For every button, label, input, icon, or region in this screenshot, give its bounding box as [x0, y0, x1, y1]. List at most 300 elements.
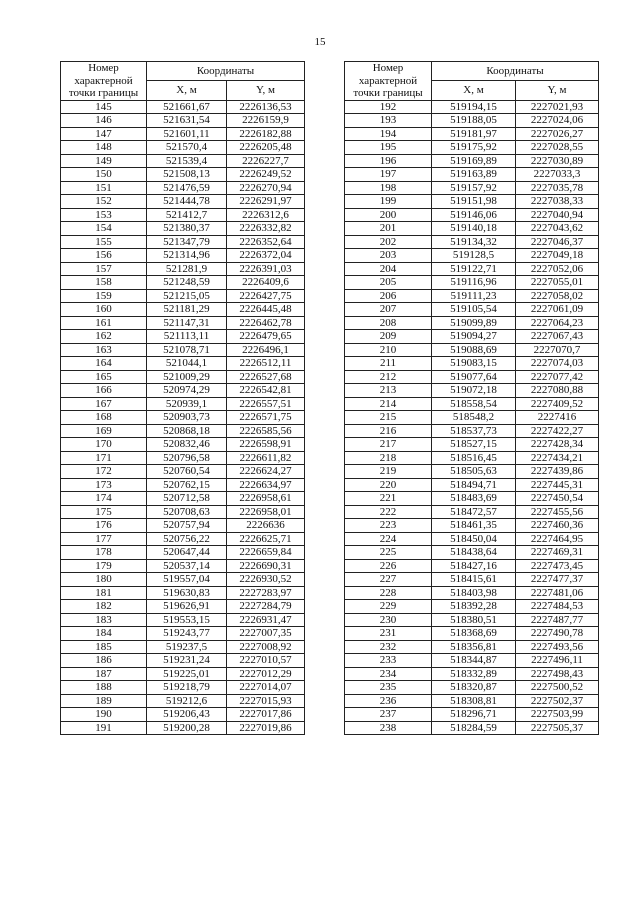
table-row: [61, 654, 305, 668]
y-coordinate-cell: 2227445,31: [516, 478, 599, 492]
table-row: [61, 694, 305, 708]
x-coordinate-cell: 518558,54: [432, 397, 516, 411]
table-row: [61, 141, 305, 155]
point-number-cell: 221: [345, 492, 432, 506]
table-row: [61, 708, 305, 722]
point-number-cell: 170: [61, 438, 147, 452]
table-row: [345, 235, 599, 249]
y-coordinate-cell: 2227007,35: [227, 627, 305, 641]
point-number-cell: 214: [345, 397, 432, 411]
point-number-cell: 227: [345, 573, 432, 587]
point-number-cell: 171: [61, 451, 147, 465]
x-coordinate-cell: 520537,14: [147, 559, 227, 573]
y-coordinate-cell: 2227040,94: [516, 208, 599, 222]
table-row: [61, 114, 305, 128]
x-coordinate-cell: 521281,9: [147, 262, 227, 276]
table-row: [345, 411, 599, 425]
x-coordinate-cell: 521539,4: [147, 154, 227, 168]
y-coordinate-cell: 2226332,82: [227, 222, 305, 236]
y-coordinate-cell: 2226136,53: [227, 100, 305, 114]
point-number-cell: 163: [61, 343, 147, 357]
table-row: [345, 586, 599, 600]
point-number-cell: 167: [61, 397, 147, 411]
table-row: [345, 694, 599, 708]
table-row: [61, 249, 305, 263]
x-coordinate-cell: 519169,89: [432, 154, 516, 168]
x-coordinate-cell: 518548,2: [432, 411, 516, 425]
point-number-cell: 224: [345, 532, 432, 546]
x-coordinate-cell: 521631,54: [147, 114, 227, 128]
table-row: [345, 492, 599, 506]
y-coordinate-cell: 2226625,71: [227, 532, 305, 546]
point-number-cell: 154: [61, 222, 147, 236]
y-coordinate-cell: 2226634,97: [227, 478, 305, 492]
table-row: [61, 154, 305, 168]
table-row: [345, 573, 599, 587]
table-row: [61, 397, 305, 411]
x-coordinate-cell: 520903,73: [147, 411, 227, 425]
point-number-cell: 212: [345, 370, 432, 384]
table-row: [61, 411, 305, 425]
y-coordinate-cell: 2226690,31: [227, 559, 305, 573]
x-coordinate-cell: 518392,28: [432, 600, 516, 614]
coordinates-table-left: [60, 61, 305, 735]
table-row: [345, 681, 599, 695]
x-coordinate-cell: 518527,15: [432, 438, 516, 452]
table-row: [61, 262, 305, 276]
y-coordinate-cell: 2227014,07: [227, 681, 305, 695]
x-coordinate-cell: 520868,18: [147, 424, 227, 438]
y-coordinate-cell: 2227026,27: [516, 127, 599, 141]
x-coordinate-cell: 521009,29: [147, 370, 227, 384]
table-row: [345, 370, 599, 384]
x-coordinate-cell: 521412,7: [147, 208, 227, 222]
x-coordinate-cell: 519225,01: [147, 667, 227, 681]
y-column-header: Y, м: [227, 81, 305, 100]
point-number-cell: 211: [345, 357, 432, 371]
point-number-cell: 220: [345, 478, 432, 492]
point-number-cell: 229: [345, 600, 432, 614]
point-number-header: [345, 62, 432, 101]
y-coordinate-cell: 2227473,45: [516, 559, 599, 573]
y-coordinate-cell: 2226205,48: [227, 141, 305, 155]
point-number-cell: 187: [61, 667, 147, 681]
y-coordinate-cell: 2227464,95: [516, 532, 599, 546]
table-row: [61, 235, 305, 249]
x-coordinate-cell: 521215,05: [147, 289, 227, 303]
point-number-cell: 238: [345, 721, 432, 735]
y-coordinate-cell: 2227460,36: [516, 519, 599, 533]
y-coordinate-cell: 2226479,65: [227, 330, 305, 344]
table-row: [345, 451, 599, 465]
x-coordinate-cell: 521444,78: [147, 195, 227, 209]
y-coordinate-cell: 2227052,06: [516, 262, 599, 276]
table-row: [345, 600, 599, 614]
point-number-cell: 232: [345, 640, 432, 654]
x-coordinate-cell: 519122,71: [432, 262, 516, 276]
table-row: [61, 519, 305, 533]
table-row: [345, 613, 599, 627]
table-row: [61, 424, 305, 438]
y-coordinate-cell: 2227434,21: [516, 451, 599, 465]
x-coordinate-cell: 520832,46: [147, 438, 227, 452]
y-coordinate-cell: 2227487,77: [516, 613, 599, 627]
table-row: [345, 559, 599, 573]
y-coordinate-cell: 2227077,42: [516, 370, 599, 384]
y-coordinate-cell: 2227017,86: [227, 708, 305, 722]
y-coordinate-cell: 2226182,88: [227, 127, 305, 141]
x-coordinate-cell: 519557,04: [147, 573, 227, 587]
y-coordinate-cell: 2227010,57: [227, 654, 305, 668]
y-coordinate-cell: 2227498,43: [516, 667, 599, 681]
point-number-cell: 153: [61, 208, 147, 222]
y-coordinate-cell: 2227012,29: [227, 667, 305, 681]
table-row: [345, 195, 599, 209]
x-coordinate-cell: 518403,98: [432, 586, 516, 600]
x-coordinate-cell: 518296,71: [432, 708, 516, 722]
x-coordinate-cell: 521147,31: [147, 316, 227, 330]
table-row: [345, 478, 599, 492]
x-coordinate-cell: 521248,59: [147, 276, 227, 290]
point-number-cell: 188: [61, 681, 147, 695]
point-number-cell: 226: [345, 559, 432, 573]
table-row: [61, 357, 305, 371]
point-number-cell: 192: [345, 100, 432, 114]
x-coordinate-cell: 520974,29: [147, 384, 227, 398]
table-row: [345, 141, 599, 155]
table-row: [61, 721, 305, 735]
table-row: [345, 343, 599, 357]
y-coordinate-cell: 2226291,97: [227, 195, 305, 209]
y-coordinate-cell: 2227477,37: [516, 573, 599, 587]
point-number-cell: 168: [61, 411, 147, 425]
y-coordinate-cell: 2226958,61: [227, 492, 305, 506]
x-coordinate-cell: 519626,91: [147, 600, 227, 614]
point-number-cell: 219: [345, 465, 432, 479]
point-number-cell: 236: [345, 694, 432, 708]
x-coordinate-cell: 521570,4: [147, 141, 227, 155]
point-number-cell: 185: [61, 640, 147, 654]
point-number-cell: 165: [61, 370, 147, 384]
table-row: [61, 168, 305, 182]
y-coordinate-cell: 2227055,01: [516, 276, 599, 290]
table-row: [345, 640, 599, 654]
point-number-cell: 162: [61, 330, 147, 344]
point-number-header-line: характерной: [358, 74, 418, 87]
y-coordinate-cell: 2227428,34: [516, 438, 599, 452]
x-coordinate-cell: 519181,97: [432, 127, 516, 141]
y-coordinate-cell: 2227021,93: [516, 100, 599, 114]
point-number-cell: 208: [345, 316, 432, 330]
y-coordinate-cell: 2226227,7: [227, 154, 305, 168]
point-number-cell: 179: [61, 559, 147, 573]
y-coordinate-cell: 2227500,52: [516, 681, 599, 695]
table-row: [61, 532, 305, 546]
y-coordinate-cell: 2226636: [227, 519, 305, 533]
point-number-cell: 225: [345, 546, 432, 560]
x-coordinate-cell: 518461,35: [432, 519, 516, 533]
x-coordinate-cell: 520796,58: [147, 451, 227, 465]
x-column-header: X, м: [147, 81, 227, 100]
table-row: [345, 316, 599, 330]
y-coordinate-cell: 2227058,02: [516, 289, 599, 303]
point-number-cell: 169: [61, 424, 147, 438]
point-number-cell: 147: [61, 127, 147, 141]
x-coordinate-cell: 520708,63: [147, 505, 227, 519]
y-coordinate-cell: 2227038,33: [516, 195, 599, 209]
table-body: [61, 100, 305, 735]
table-row: [345, 438, 599, 452]
table-row: [61, 330, 305, 344]
y-coordinate-cell: 2227455,56: [516, 505, 599, 519]
x-coordinate-cell: 518368,69: [432, 627, 516, 641]
point-number-cell: 181: [61, 586, 147, 600]
point-number-cell: 174: [61, 492, 147, 506]
x-coordinate-cell: 518438,64: [432, 546, 516, 560]
point-number-cell: 175: [61, 505, 147, 519]
y-coordinate-cell: 2226496,1: [227, 343, 305, 357]
x-coordinate-cell: 519163,89: [432, 168, 516, 182]
table-row: [61, 546, 305, 560]
table-row: [345, 154, 599, 168]
y-coordinate-cell: 2226542,81: [227, 384, 305, 398]
x-coordinate-cell: 520712,58: [147, 492, 227, 506]
point-number-cell: 189: [61, 694, 147, 708]
x-coordinate-cell: 521044,1: [147, 357, 227, 371]
point-number-cell: 195: [345, 141, 432, 155]
point-number-cell: 233: [345, 654, 432, 668]
point-number-cell: 186: [61, 654, 147, 668]
y-coordinate-cell: 2227015,93: [227, 694, 305, 708]
x-coordinate-cell: 519140,18: [432, 222, 516, 236]
point-number-cell: 203: [345, 249, 432, 263]
x-coordinate-cell: 519157,92: [432, 181, 516, 195]
point-number-cell: 178: [61, 546, 147, 560]
point-number-cell: 222: [345, 505, 432, 519]
table-row: [345, 357, 599, 371]
table-row: [345, 208, 599, 222]
table-row: [345, 397, 599, 411]
point-number-cell: 148: [61, 141, 147, 155]
x-coordinate-cell: 519188,05: [432, 114, 516, 128]
point-number-cell: 193: [345, 114, 432, 128]
x-coordinate-cell: 520762,15: [147, 478, 227, 492]
x-coordinate-cell: 521314,96: [147, 249, 227, 263]
table-row: [345, 127, 599, 141]
y-coordinate-cell: 2227284,79: [227, 600, 305, 614]
x-coordinate-cell: 519212,6: [147, 694, 227, 708]
point-number-cell: 176: [61, 519, 147, 533]
y-coordinate-cell: 2227024,06: [516, 114, 599, 128]
point-number-cell: 184: [61, 627, 147, 641]
point-number-cell: 152: [61, 195, 147, 209]
table-row: [61, 600, 305, 614]
y-coordinate-cell: 2226931,47: [227, 613, 305, 627]
y-coordinate-cell: 2226930,52: [227, 573, 305, 587]
y-coordinate-cell: 2227505,37: [516, 721, 599, 735]
table-row: [345, 532, 599, 546]
x-coordinate-cell: 521661,67: [147, 100, 227, 114]
point-number-cell: 150: [61, 168, 147, 182]
x-coordinate-cell: 521078,71: [147, 343, 227, 357]
y-coordinate-cell: 2226585,56: [227, 424, 305, 438]
y-coordinate-cell: 2227493,56: [516, 640, 599, 654]
table-row: [345, 222, 599, 236]
table-row: [345, 708, 599, 722]
y-coordinate-cell: 2226391,03: [227, 262, 305, 276]
y-coordinate-cell: 2227070,7: [516, 343, 599, 357]
table-row: [61, 100, 305, 114]
y-coordinate-cell: 2226512,11: [227, 357, 305, 371]
table-row: [61, 384, 305, 398]
point-number-cell: 182: [61, 600, 147, 614]
table-row: [61, 613, 305, 627]
x-coordinate-cell: 519134,32: [432, 235, 516, 249]
x-coordinate-cell: 518450,04: [432, 532, 516, 546]
point-number-cell: 164: [61, 357, 147, 371]
x-coordinate-cell: 518494,71: [432, 478, 516, 492]
x-coordinate-cell: 519088,69: [432, 343, 516, 357]
table-row: [345, 100, 599, 114]
y-coordinate-cell: 2226659,84: [227, 546, 305, 560]
x-coordinate-cell: 519128,5: [432, 249, 516, 263]
y-coordinate-cell: 2226270,94: [227, 181, 305, 195]
x-coordinate-cell: 521113,11: [147, 330, 227, 344]
table-row: [61, 276, 305, 290]
y-coordinate-cell: 2226427,75: [227, 289, 305, 303]
x-coordinate-cell: 520757,94: [147, 519, 227, 533]
point-number-cell: 235: [345, 681, 432, 695]
table-row: [61, 465, 305, 479]
y-coordinate-cell: 2227030,89: [516, 154, 599, 168]
y-coordinate-cell: 2227035,78: [516, 181, 599, 195]
y-coordinate-cell: 2226571,75: [227, 411, 305, 425]
y-coordinate-cell: 2226372,04: [227, 249, 305, 263]
x-coordinate-cell: 518505,63: [432, 465, 516, 479]
x-coordinate-cell: 519151,98: [432, 195, 516, 209]
point-number-cell: 145: [61, 100, 147, 114]
x-coordinate-cell: 519083,15: [432, 357, 516, 371]
table-row: [61, 127, 305, 141]
point-number-cell: 234: [345, 667, 432, 681]
point-number-cell: 200: [345, 208, 432, 222]
x-coordinate-cell: 521476,59: [147, 181, 227, 195]
table-row: [345, 519, 599, 533]
y-coordinate-cell: 2226249,52: [227, 168, 305, 182]
x-coordinate-cell: 520760,54: [147, 465, 227, 479]
point-number-cell: 202: [345, 235, 432, 249]
table-row: [61, 208, 305, 222]
x-coordinate-cell: 520647,44: [147, 546, 227, 560]
x-coordinate-cell: 521508,13: [147, 168, 227, 182]
point-number-header-line: точки границы: [353, 87, 423, 99]
x-coordinate-cell: 518356,81: [432, 640, 516, 654]
y-coordinate-cell: 2227502,37: [516, 694, 599, 708]
page-number: 15: [314, 36, 326, 48]
table-row: [61, 303, 305, 317]
table-row: [345, 505, 599, 519]
point-number-cell: 196: [345, 154, 432, 168]
y-coordinate-cell: 2227439,86: [516, 465, 599, 479]
y-coordinate-cell: 2227503,99: [516, 708, 599, 722]
x-coordinate-cell: 518344,87: [432, 654, 516, 668]
y-coordinate-cell: 2226958,01: [227, 505, 305, 519]
point-number-cell: 198: [345, 181, 432, 195]
x-coordinate-cell: 519218,79: [147, 681, 227, 695]
table-row: [345, 654, 599, 668]
x-coordinate-cell: 519072,18: [432, 384, 516, 398]
x-coordinate-cell: 521181,29: [147, 303, 227, 317]
table-row: [345, 276, 599, 290]
x-coordinate-cell: 519553,15: [147, 613, 227, 627]
point-number-header-line: Номер: [88, 62, 119, 74]
y-coordinate-cell: 2227484,53: [516, 600, 599, 614]
point-number-cell: 207: [345, 303, 432, 317]
y-coordinate-cell: 2227061,09: [516, 303, 599, 317]
table-row: [345, 168, 599, 182]
y-coordinate-cell: 2226527,68: [227, 370, 305, 384]
point-number-cell: 161: [61, 316, 147, 330]
x-coordinate-cell: 519111,23: [432, 289, 516, 303]
point-number-cell: 173: [61, 478, 147, 492]
table-row: [345, 330, 599, 344]
y-coordinate-cell: 2226352,64: [227, 235, 305, 249]
table-row: [61, 343, 305, 357]
table-row: [61, 438, 305, 452]
x-coordinate-cell: 520939,1: [147, 397, 227, 411]
x-coordinate-cell: 518427,16: [432, 559, 516, 573]
coordinates-header: Координаты: [147, 62, 305, 81]
y-coordinate-cell: 2227422,27: [516, 424, 599, 438]
x-coordinate-cell: 518284,59: [432, 721, 516, 735]
point-number-cell: 146: [61, 114, 147, 128]
point-number-cell: 159: [61, 289, 147, 303]
coordinates-table-right: [344, 61, 599, 735]
point-number-cell: 177: [61, 532, 147, 546]
y-coordinate-cell: 2226409,6: [227, 276, 305, 290]
y-coordinate-cell: 2226611,82: [227, 451, 305, 465]
table-row: [345, 181, 599, 195]
point-number-cell: 210: [345, 343, 432, 357]
y-coordinate-cell: 2227080,88: [516, 384, 599, 398]
y-coordinate-cell: 2226598,91: [227, 438, 305, 452]
point-number-header: [61, 62, 147, 101]
table-row: [61, 505, 305, 519]
y-coordinate-cell: 2226159,9: [227, 114, 305, 128]
y-coordinate-cell: 2227416: [516, 411, 599, 425]
table-row: [61, 316, 305, 330]
point-number-cell: 215: [345, 411, 432, 425]
y-coordinate-cell: 2227028,55: [516, 141, 599, 155]
table-row: [345, 249, 599, 263]
y-coordinate-cell: 2227033,3: [516, 168, 599, 182]
x-coordinate-cell: 518308,81: [432, 694, 516, 708]
y-coordinate-cell: 2226624,27: [227, 465, 305, 479]
y-coordinate-cell: 2227046,37: [516, 235, 599, 249]
y-coordinate-cell: 2227064,23: [516, 316, 599, 330]
table-row: [61, 195, 305, 209]
x-coordinate-cell: 521380,37: [147, 222, 227, 236]
x-coordinate-cell: 519231,24: [147, 654, 227, 668]
point-number-cell: 230: [345, 613, 432, 627]
y-coordinate-cell: 2227067,43: [516, 330, 599, 344]
point-number-header-line: точки границы: [68, 87, 139, 99]
y-coordinate-cell: 2227008,92: [227, 640, 305, 654]
table-row: [345, 262, 599, 276]
y-column-header: Y, м: [516, 81, 599, 100]
table-row: [61, 627, 305, 641]
x-coordinate-cell: 518537,73: [432, 424, 516, 438]
